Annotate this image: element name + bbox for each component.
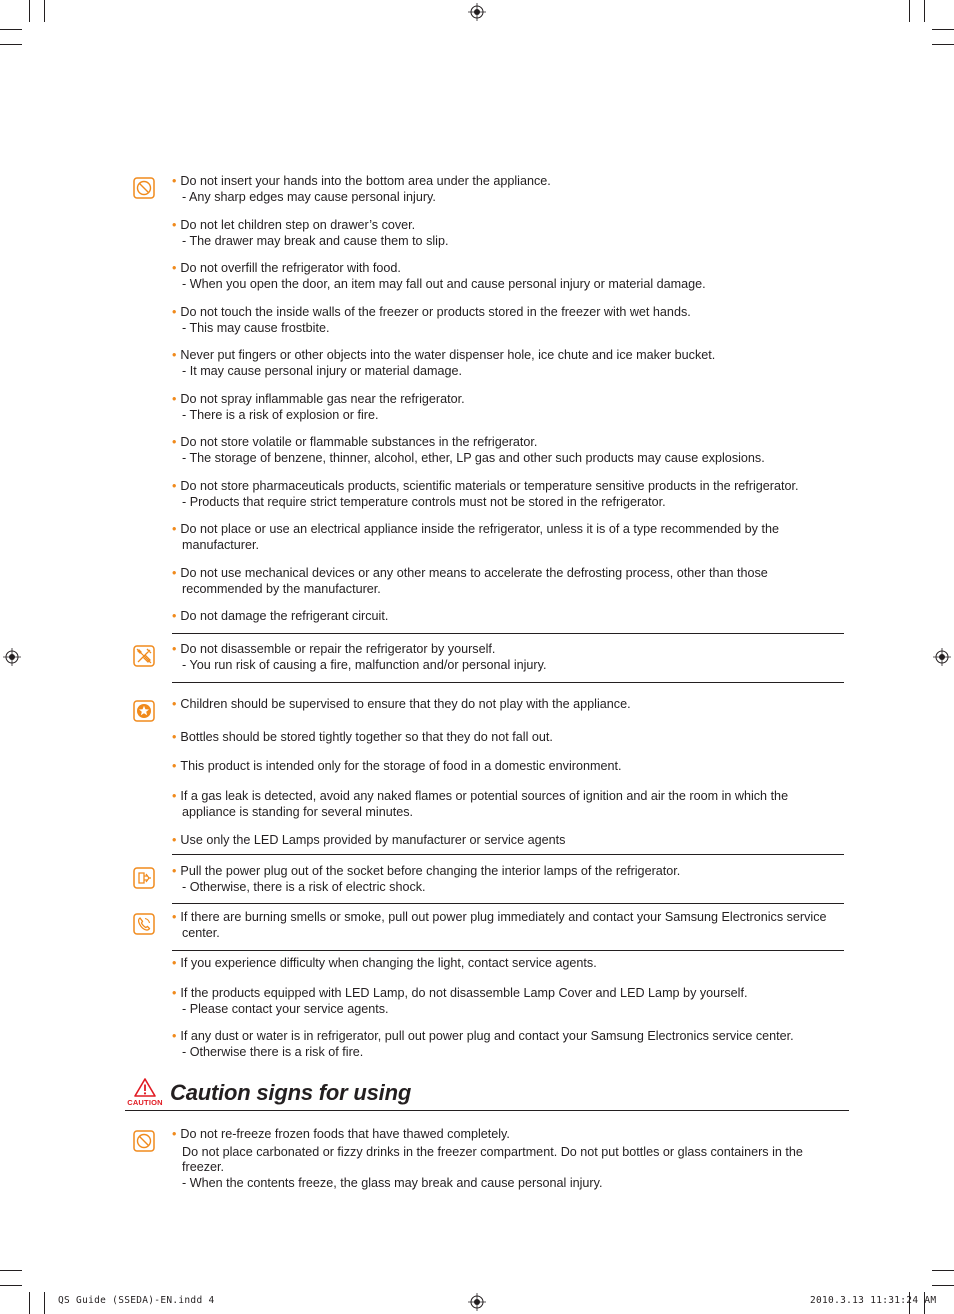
- list-item-subtext: - Otherwise there is a risk of fire.: [182, 1044, 364, 1059]
- list-item-subtext: Do not place carbonated or fizzy drinks in the freezer compartment. Do not put bottles or glass containers in the freezer.: [182, 1144, 803, 1175]
- list-item-text: Do not touch the inside walls of the freezer or products stored in the freezer with wet hands.: [180, 305, 691, 319]
- crop-mark: [29, 0, 30, 22]
- list-item: • Do not insert your hands into the bottom area under the appliance. - Any sharp edges may cause personal injury.: [172, 174, 844, 205]
- list-item-text: Never put fingers or other objects into the water dispenser hole, ice chute and ice maker bucket.: [180, 348, 716, 362]
- list-item: • If there are burning smells or smoke, pull out power plug immediately and contact your Samsung Electronics service center.: [172, 910, 827, 940]
- list-item-subtext: - When you open the door, an item may fall out and cause personal injury or material damage.: [182, 276, 706, 291]
- list-item: • Do not disassemble or repair the refrigerator by yourself. - You run risk of causing a fire, malfunction and/or personal injury.: [172, 642, 844, 673]
- list-item-text: Bottles should be stored tightly together so that they do not fall out.: [180, 730, 553, 744]
- list-item: • Children should be supervised to ensure that they do not play with the appliance.: [172, 697, 631, 711]
- list-item-subtext: - This may cause frostbite.: [182, 320, 330, 335]
- list-item-text: If you experience difficulty when changing the light, contact service agents.: [180, 956, 597, 970]
- list-item-text: Do not re-freeze frozen foods that have thawed completely.: [180, 1127, 510, 1141]
- heading-underline: [125, 1110, 849, 1111]
- list-item-text: Pull the power plug out of the socket before changing the interior lamps of the refrigerator.: [180, 864, 681, 878]
- list-item-text: Do not let children step on drawer’s cover.: [180, 218, 416, 232]
- list-item-subtext: - The storage of benzene, thinner, alcohol, ether, LP gas and other such products may cause explosions.: [182, 450, 765, 465]
- prohibited-icon: [133, 1130, 155, 1152]
- crop-mark: [29, 1292, 30, 1314]
- caution-badge: CAUTION: [127, 1098, 163, 1107]
- phone-contact-icon: [133, 913, 155, 935]
- list-item: • Do not store pharmaceuticals products, scientific materials or temperature sensitive products in the refrigerator. - Products that require strict temperature controls must not be stored in the refrigerator.: [172, 479, 844, 510]
- list-item-text: If any dust or water is in refrigerator, pull out power plug and contact your Samsung Electronics service center.: [180, 1029, 794, 1043]
- crop-mark: [932, 1270, 954, 1271]
- list-item-text: This product is intended only for the storage of food in a domestic environment.: [180, 759, 622, 773]
- crop-mark: [0, 44, 22, 45]
- crop-mark: [932, 1285, 954, 1286]
- list-item-text: Do not overfill the refrigerator with food.: [180, 261, 401, 275]
- list-item-subtext: - When the contents freeze, the glass may break and cause personal injury.: [182, 1175, 603, 1190]
- list-item: • Do not re-freeze frozen foods that have thawed completely. Do not place carbonated or fizzy drinks in the freezer compartment. Do not put bottles or glass containers in the freezer. - When the contents freeze, the glass may break and cause personal injury.: [172, 1127, 844, 1191]
- list-item: • Do not damage the refrigerant circuit.: [172, 609, 389, 623]
- list-item-subtext: - Please contact your service agents.: [182, 1001, 389, 1016]
- section-divider: [172, 950, 844, 951]
- section-divider: [172, 903, 844, 904]
- list-item: • Use only the LED Lamps provided by manufacturer or service agents: [172, 833, 566, 847]
- list-item-text: Do not spray inflammable gas near the refrigerator.: [180, 392, 465, 406]
- registration-mark-icon: [933, 648, 951, 666]
- list-item: • Do not spray inflammable gas near the refrigerator. - There is a risk of explosion or fire.: [172, 392, 844, 423]
- crop-mark: [0, 29, 22, 30]
- list-item: • Bottles should be stored tightly together so that they do not fall out.: [172, 730, 553, 744]
- section-heading: Caution signs for using: [170, 1080, 412, 1105]
- crop-mark: [909, 0, 910, 22]
- list-item: • Do not touch the inside walls of the freezer or products stored in the freezer with wet hands. - This may cause frostbite.: [172, 305, 844, 336]
- registration-mark-icon: [468, 1293, 486, 1311]
- list-item-subtext: - There is a risk of explosion or fire.: [182, 407, 379, 422]
- crop-mark: [932, 29, 954, 30]
- list-item-text: Children should be supervised to ensure that they do not play with the appliance.: [180, 697, 631, 711]
- slug-timestamp: 2010.3.13 11:31:24 AM: [810, 1295, 937, 1306]
- important-star-icon: [133, 700, 155, 722]
- section-divider: [172, 854, 844, 855]
- list-item: • Do not place or use an electrical appliance inside the refrigerator, unless it is of a type recommended by the manufacturer.: [172, 522, 779, 552]
- crop-mark: [932, 44, 954, 45]
- list-item: • Never put fingers or other objects into the water dispenser hole, ice chute and ice maker bucket. - It may cause personal injury or material damage.: [172, 348, 844, 379]
- list-item-subtext: - It may cause personal injury or material damage.: [182, 363, 462, 378]
- list-item-text: If the products equipped with LED Lamp, do not disassemble Lamp Cover and LED Lamp by yourself.: [180, 986, 748, 1000]
- list-item: • Do not store volatile or flammable substances in the refrigerator. - The storage of benzene, thinner, alcohol, ether, LP gas and other such products may cause explosions.: [172, 435, 844, 466]
- list-item-text: Do not use mechanical devices or any other means to accelerate the defrosting process, other than those recommended by the manufacturer.: [180, 566, 768, 596]
- list-item-text: Do not damage the refrigerant circuit.: [180, 609, 389, 623]
- list-item-text: Do not store pharmaceuticals products, scientific materials or temperature sensitive products in the refrigerator.: [180, 479, 799, 493]
- list-item-text: Do not insert your hands into the bottom area under the appliance.: [180, 174, 551, 188]
- list-item: • Do not use mechanical devices or any other means to accelerate the defrosting process, other than those recommended by the manufacturer.: [172, 566, 768, 596]
- crop-mark: [0, 1285, 22, 1286]
- list-item-text: Do not store volatile or flammable substances in the refrigerator.: [180, 435, 538, 449]
- list-item-text: If a gas leak is detected, avoid any naked flames or potential sources of ignition and air the room in which the appliance is standing for several minutes.: [180, 789, 789, 819]
- prohibited-icon: [133, 177, 155, 199]
- list-item-subtext: - Any sharp edges may cause personal injury.: [182, 189, 436, 204]
- unplug-icon: [133, 867, 155, 889]
- registration-mark-icon: [3, 648, 21, 666]
- list-item-subtext: - Otherwise, there is a risk of electric shock.: [182, 879, 426, 894]
- list-item: • Do not let children step on drawer’s cover. - The drawer may break and cause them to slip.: [172, 218, 844, 249]
- list-item-subtext: - Products that require strict temperature controls must not be stored in the refrigerator.: [182, 494, 666, 509]
- crop-mark: [0, 1270, 22, 1271]
- list-item-subtext: - You run risk of causing a fire, malfunction and/or personal injury.: [182, 657, 547, 672]
- section-divider: [172, 682, 844, 683]
- crop-mark: [924, 0, 925, 22]
- list-item-text: If there are burning smells or smoke, pull out power plug immediately and contact your Samsung Electronics service center.: [180, 910, 827, 940]
- registration-mark-icon: [468, 3, 486, 21]
- list-item-text: Use only the LED Lamps provided by manufacturer or service agents: [180, 833, 566, 847]
- list-item: • If you experience difficulty when changing the light, contact service agents.: [172, 956, 597, 970]
- list-item-text: Do not disassemble or repair the refrigerator by yourself.: [180, 642, 496, 656]
- list-item: • If any dust or water is in refrigerator, pull out power plug and contact your Samsung Electronics service center. - Otherwise there is a risk of fire.: [172, 1029, 844, 1060]
- list-item-subtext: - The drawer may break and cause them to slip.: [182, 233, 449, 248]
- list-item: • This product is intended only for the storage of food in a domestic environment.: [172, 759, 622, 773]
- crop-mark: [44, 1292, 45, 1314]
- no-disassembly-icon: [133, 645, 155, 667]
- list-item: • Do not overfill the refrigerator with food. - When you open the door, an item may fall out and cause personal injury or material damage.: [172, 261, 844, 292]
- list-item-text: Do not place or use an electrical appliance inside the refrigerator, unless it is of a type recommended by the manufacturer.: [180, 522, 779, 552]
- list-item: • If the products equipped with LED Lamp, do not disassemble Lamp Cover and LED Lamp by yourself. - Please contact your service agents.: [172, 986, 844, 1017]
- slug-filename: QS Guide (SSEDA)-EN.indd 4: [58, 1295, 215, 1306]
- section-divider: [172, 633, 844, 634]
- crop-mark: [44, 0, 45, 22]
- list-item: • Pull the power plug out of the socket before changing the interior lamps of the refrigerator. - Otherwise, there is a risk of electric shock.: [172, 864, 844, 895]
- list-item: • If a gas leak is detected, avoid any naked flames or potential sources of ignition and air the room in which the appliance is standing for several minutes.: [172, 789, 789, 819]
